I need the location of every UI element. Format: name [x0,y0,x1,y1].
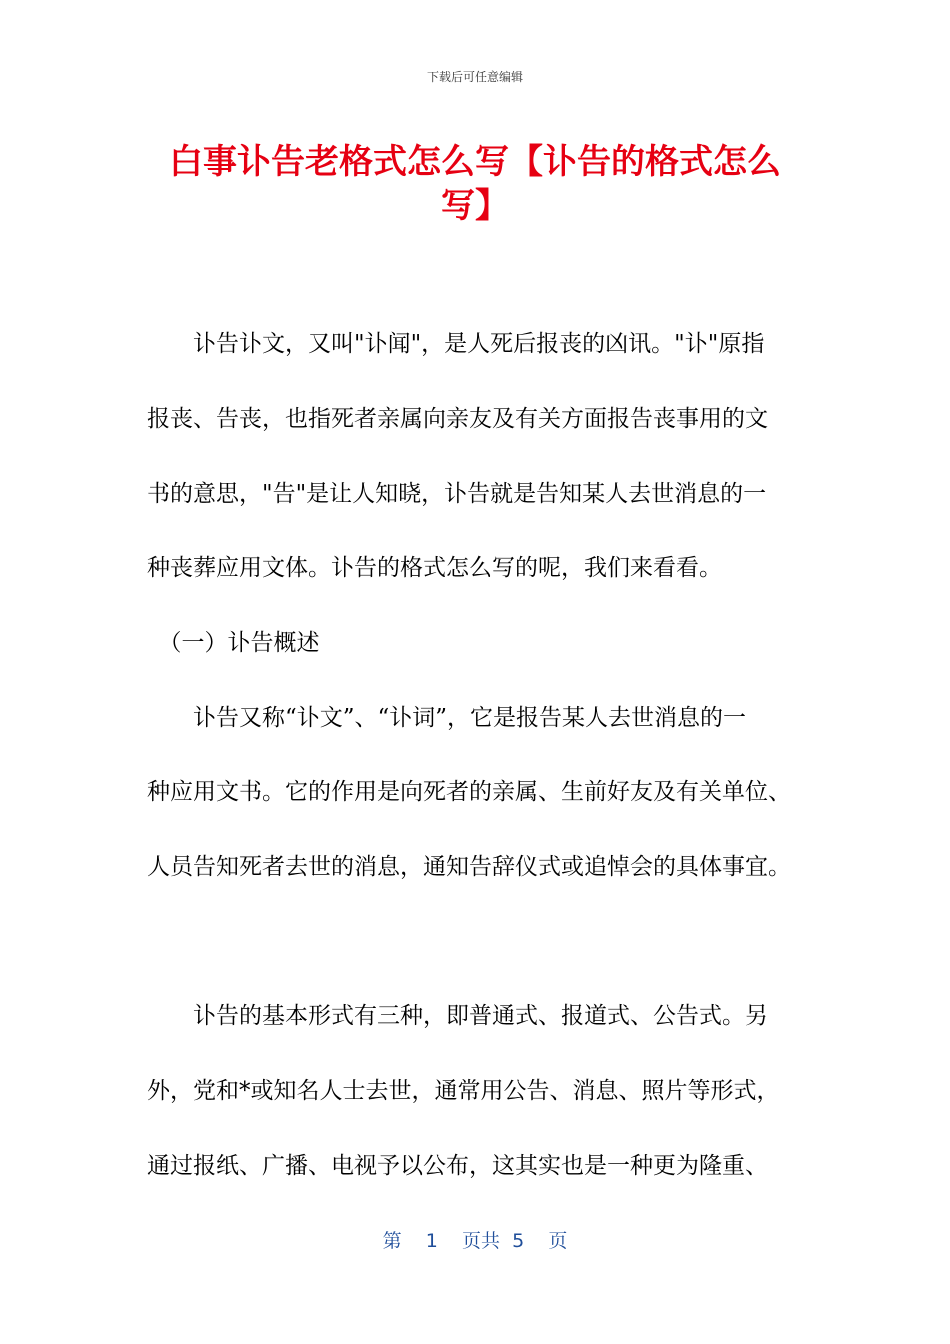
body-line: 讣告讣文，又叫"讣闻"，是人死后报丧的凶讯。"讣"原指 [147,331,765,357]
body-line: 种应用文书。它的作用是向死者的亲属、生前好友及有关单位、 [147,779,791,805]
title-line-2: 写】 [441,186,509,226]
section-heading: （一）讣告概述 [147,630,320,656]
body-line: 书的意思，"告"是让人知晓，讣告就是告知某人去世消息的一 [147,481,767,507]
body-line: 外，党和*或知名人士去世，通常用公告、消息、照片等形式， [147,1078,780,1104]
body-line: 通过报纸、广播、电视予以公布，这其实也是一种更为隆重、 [147,1153,768,1179]
footer-middle: 页共 [462,1230,501,1252]
body-line: 种丧葬应用文体。讣告的格式怎么写的呢，我们来看看。 [147,555,722,581]
body-line: 讣告的基本形式有三种，即普通式、报道式、公告式。另 [147,1003,768,1029]
body-line: 讣告又称“讣文”、“讣词”，它是报告某人去世消息的一 [147,705,747,731]
footer-page-number: 1 [425,1230,438,1252]
footer-suffix: 页 [548,1230,568,1252]
body-line: 人员告知死者去世的消息，通知告辞仪式或追悼会的具体事宜。 [147,854,791,880]
page-footer [0,1226,950,1253]
footer-total-pages: 5 [512,1230,525,1252]
title-line-1: 白事讣告老格式怎么写【讣告的格式怎么 [169,142,781,182]
body-line: 报丧、告丧，也指死者亲属向亲友及有关方面报告丧事用的文 [147,406,768,432]
page-header: 下载后可任意编辑 [426,70,523,84]
footer-prefix: 第 [382,1230,402,1252]
document-title [130,140,820,228]
